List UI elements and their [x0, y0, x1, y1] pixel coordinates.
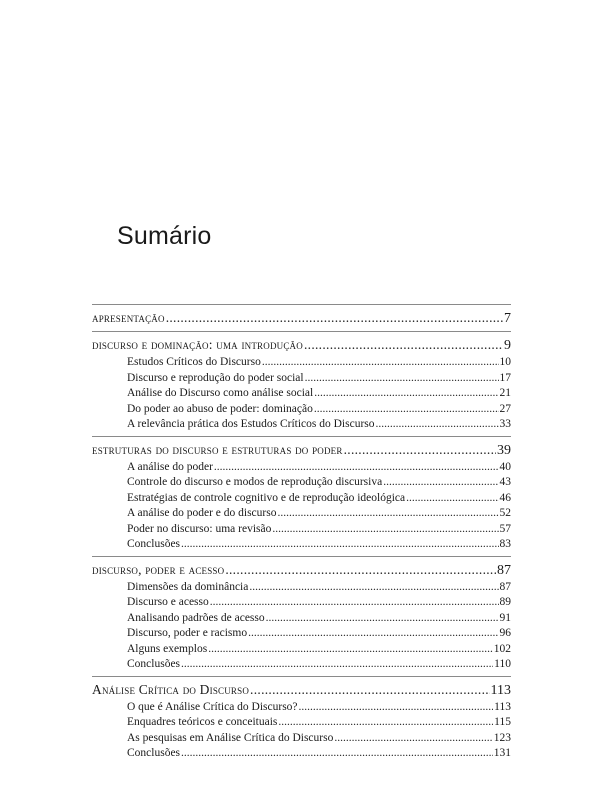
entry-title: Conclusões: [127, 658, 181, 670]
page-number: 113: [494, 700, 511, 713]
entry-title: Estudos Críticos do Discurso: [127, 356, 261, 368]
page-number: 17: [499, 371, 511, 384]
toc-section-discurso-e-dominacao: [92, 331, 511, 436]
dot-leader: [299, 700, 494, 716]
dot-leader: [277, 506, 498, 522]
page-number: 7: [504, 311, 511, 326]
entry-title: Discurso, poder e racismo: [127, 627, 248, 639]
toc-entry[interactable]: [92, 460, 511, 476]
dot-leader: [250, 680, 489, 700]
toc-chapter[interactable]: [92, 680, 511, 700]
page-number: 89: [499, 596, 511, 608]
toc-chapter[interactable]: [92, 308, 511, 328]
page-number: 123: [493, 731, 511, 744]
toc-entry[interactable]: [92, 595, 511, 611]
page-number: 46: [499, 491, 511, 504]
entry-title: Do poder ao abuso de poder: dominação: [127, 402, 313, 415]
entry-title: Estratégias de controle cognitivo e de reprodução ideológica: [127, 491, 406, 504]
entry-title: Discurso e acesso: [127, 596, 209, 608]
page-number: 87: [497, 562, 511, 578]
dot-leader: [181, 537, 498, 553]
page-number: 43: [499, 476, 511, 488]
dot-leader: [406, 491, 498, 507]
dot-leader: [181, 746, 493, 762]
entry-title: A análise do poder: [127, 460, 213, 473]
toc-entry[interactable]: [92, 506, 511, 522]
chapter-title: apresentação: [92, 310, 165, 325]
entry-title: A relevância prática dos Estudos Críticos do Discurso: [127, 418, 375, 430]
entry-title: O que é Análise Crítica do Discurso?: [127, 700, 298, 713]
entry-title: Dimensões da dominância: [127, 580, 249, 593]
chapter-title: discurso e dominação: uma introdução: [92, 337, 303, 352]
toc-entry[interactable]: [92, 580, 511, 596]
dot-leader: [383, 475, 498, 491]
toc-entry[interactable]: [92, 700, 511, 716]
dot-leader: [210, 595, 499, 611]
page-number: 96: [499, 627, 511, 639]
toc-chapter[interactable]: [92, 335, 511, 355]
entry-title: As pesquisas em Análise Crítica do Discurso: [127, 731, 334, 744]
toc-entry[interactable]: [92, 537, 511, 553]
toc-section-analise-critica: [92, 676, 511, 765]
toc-entry[interactable]: [92, 371, 511, 387]
dot-leader: [334, 731, 492, 747]
page-number: 115: [494, 716, 511, 728]
page-number: 87: [499, 580, 511, 593]
dot-leader: [314, 402, 499, 418]
entry-title: Conclusões: [127, 747, 181, 759]
page-number: 10: [499, 356, 511, 368]
dot-leader: [248, 626, 498, 642]
page-number: 39: [497, 442, 511, 458]
dot-leader: [208, 642, 493, 658]
toc-entry[interactable]: [92, 417, 511, 433]
entry-title: Poder no discurso: uma revisão: [127, 522, 272, 535]
dot-leader: [166, 308, 503, 328]
page-title: Sumário: [117, 222, 212, 250]
entry-title: Análise do Discurso como análise social: [127, 387, 314, 399]
page-number: 57: [499, 522, 511, 535]
toc-section-discurso-poder-acesso: [92, 556, 511, 676]
page-number: 113: [490, 682, 511, 698]
dot-leader: [278, 715, 493, 731]
page-number: 40: [499, 460, 511, 473]
toc-entry[interactable]: [92, 475, 511, 491]
toc-entry[interactable]: [92, 626, 511, 642]
dot-leader: [214, 460, 499, 476]
toc-entry[interactable]: [92, 491, 511, 507]
dot-leader: [305, 371, 499, 387]
dot-leader: [262, 355, 499, 371]
entry-title: Enquadres teóricos e conceituais: [127, 716, 278, 728]
entry-title: Controle do discurso e modos de reprodução discursiva: [127, 476, 383, 488]
dot-leader: [314, 386, 498, 402]
page-number: 110: [494, 658, 511, 670]
table-of-contents: [92, 304, 511, 765]
toc-entry[interactable]: [92, 657, 511, 673]
page-number: 102: [493, 642, 511, 655]
toc-entry[interactable]: [92, 731, 511, 747]
page-number: 131: [493, 747, 511, 759]
toc-chapter[interactable]: [92, 440, 511, 460]
page-number: 33: [499, 418, 511, 430]
toc-entry[interactable]: [92, 386, 511, 402]
dot-leader: [344, 440, 496, 460]
toc-entry[interactable]: [92, 746, 511, 762]
dot-leader: [249, 580, 498, 596]
page-number: 27: [499, 402, 511, 415]
toc-section-estruturas-do-discurso: [92, 436, 511, 556]
page-number: 83: [499, 538, 511, 550]
dot-leader: [272, 522, 498, 538]
entry-title: Conclusões: [127, 538, 181, 550]
toc-entry[interactable]: [92, 611, 511, 627]
toc-entry[interactable]: [92, 522, 511, 538]
dot-leader: [304, 335, 503, 355]
entry-title: Discurso e reprodução do poder social: [127, 371, 304, 384]
chapter-title: Análise Crítica do Discurso: [92, 681, 250, 697]
page-number: 9: [504, 338, 511, 353]
toc-entry[interactable]: [92, 715, 511, 731]
toc-entry[interactable]: [92, 402, 511, 418]
entry-title: A análise do poder e do discurso: [127, 507, 277, 519]
toc-entry[interactable]: [92, 355, 511, 371]
dot-leader: [225, 560, 496, 580]
chapter-title: discurso, poder e acesso: [92, 561, 225, 577]
page-number: 52: [499, 507, 511, 519]
toc-chapter[interactable]: [92, 560, 511, 580]
dot-leader: [266, 611, 499, 627]
toc-entry[interactable]: [92, 642, 511, 658]
entry-title: Analisando padrões de acesso: [127, 611, 265, 624]
entry-title: Alguns exemplos: [127, 642, 208, 655]
page-number: 21: [499, 387, 511, 399]
chapter-title: estruturas do discurso e estruturas do poder: [92, 441, 343, 457]
dot-leader: [181, 657, 493, 673]
page-number: 91: [499, 611, 511, 624]
toc-section-apresentacao: [92, 304, 511, 331]
dot-leader: [376, 417, 499, 433]
